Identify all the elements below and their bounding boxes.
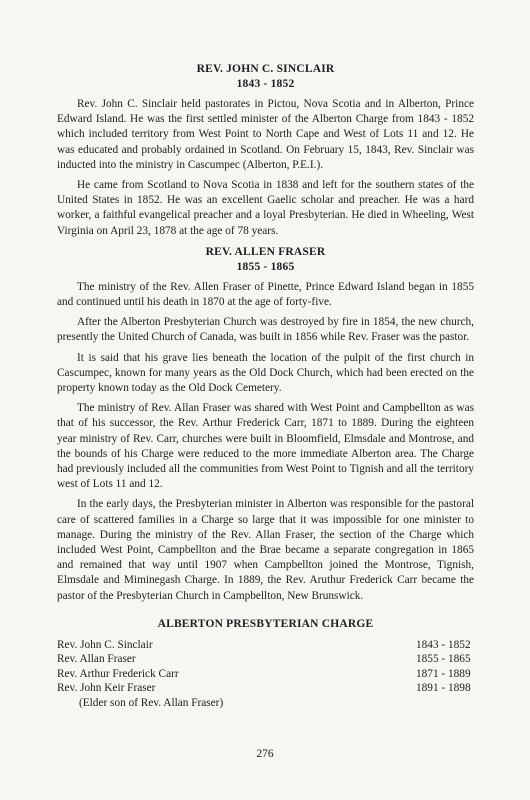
minister-name: Rev. John Keir Fraser xyxy=(57,682,156,695)
section-fraser xyxy=(57,245,474,604)
table-row xyxy=(57,638,474,653)
section-sinclair xyxy=(57,62,474,239)
page-number: 276 xyxy=(256,748,274,760)
charge-title: ALBERTON PRESBYTERIAN CHARGE xyxy=(157,617,374,630)
table-row xyxy=(57,652,474,667)
section-title: REV. JOHN C. SINCLAIR xyxy=(196,63,335,75)
minister-years: 1891 - 1898 xyxy=(416,682,471,695)
paragraph: The ministry of Rev. Allan Fraser was shared with West Point and Campbellton as was that of his successor, the Rev. Arthur Frederick Carr, 1871 to 1889. During the eighteen year ministry of Rev. Carr, churches were built in Bloomfield, Elmsdale and Montrose, and the bounds of his Charge were reduced to the more immediate Alberton area. The Charge had previously included all the communities from West Point to Tignish and all the territory west of Lots 11 and 12. xyxy=(57,402,474,491)
paragraph: The ministry of the Rev. Allen Fraser of Pinette, Prince Edward Island began in 1855 and continued until his death in 1870 at the age of forty-five. xyxy=(57,280,474,309)
minister-name: Rev. Arthur Frederick Carr xyxy=(57,667,179,680)
section-years: 1855 - 1865 xyxy=(236,260,295,273)
section-years: 1843 - 1852 xyxy=(236,78,295,90)
table-row xyxy=(57,667,474,682)
minister-name: Rev. Allan Fraser xyxy=(57,653,136,666)
paragraph: In the early days, the Presbyterian minister in Alberton was responsible for the pastoral care of scattered families in a Charge so large that it was impossible for one minister to manage. During the ministry of the Rev. Allan Fraser, the section of the Charge which included West Point, Campbellton and the Brae became a separate congregation in 1865 and remained that way until 1907 when Campbellton joined the Montrose, Tignish, Elmsdale and Miminegash Charge. In 1889, the Rev. Aruthur Frederick Carr became the pastor of the Presbyterian Church in Campbellton, New Brunswick. xyxy=(57,498,474,602)
section-title: REV. ALLEN FRASER xyxy=(205,245,326,258)
paragraph: It is said that his grave lies beneath the location of the pulpit of the first church in Cascumpec, known for many years as the Old Dock Church, which had been erected on the property known today as the Old Dock Cemetery. xyxy=(57,351,474,395)
minister-years: 1843 - 1852 xyxy=(416,638,471,651)
minister-years: 1855 - 1865 xyxy=(416,653,471,666)
paragraph: He came from Scotland to Nova Scotia in 1838 and left for the southern states of the United States in 1852. He was an excellent Gaelic scholar and preacher. He was a hard worker, a faithful evangelical preacher and a loyal Presbyterian. He died in Wheeling, West Virginia on April 23, 1878 at the age of 78 years. xyxy=(57,179,474,237)
table-row xyxy=(57,681,474,696)
minister-name: Rev. John C. Sinclair xyxy=(57,638,153,651)
charge-note: (Elder son of Rev. Allan Fraser) xyxy=(79,696,224,709)
section-heading xyxy=(57,62,474,92)
minister-years: 1871 - 1889 xyxy=(416,667,471,680)
paragraph: After the Alberton Presbyterian Church was destroyed by fire in 1854, the new church, presently the United Church of Canada, was built in 1856 while Rev. Fraser was the pastor. xyxy=(57,316,474,344)
section-heading xyxy=(57,245,474,275)
paragraph: Rev. John C. Sinclair held pastorates in Pictou, Nova Scotia and in Alberton, Prince Edward Island. He was the first settled minister of the Alberton Charge from 1843 - 1852 which included territory from West Point to North Cape and West of Lots 11 and 12. He was educated and probably ordained in Scotland. On February 15, 1843, Rev. Sinclair was inducted into the ministry in Cascumpec (Alberton, P.E.I.). xyxy=(57,98,474,171)
charge-table xyxy=(57,638,474,696)
